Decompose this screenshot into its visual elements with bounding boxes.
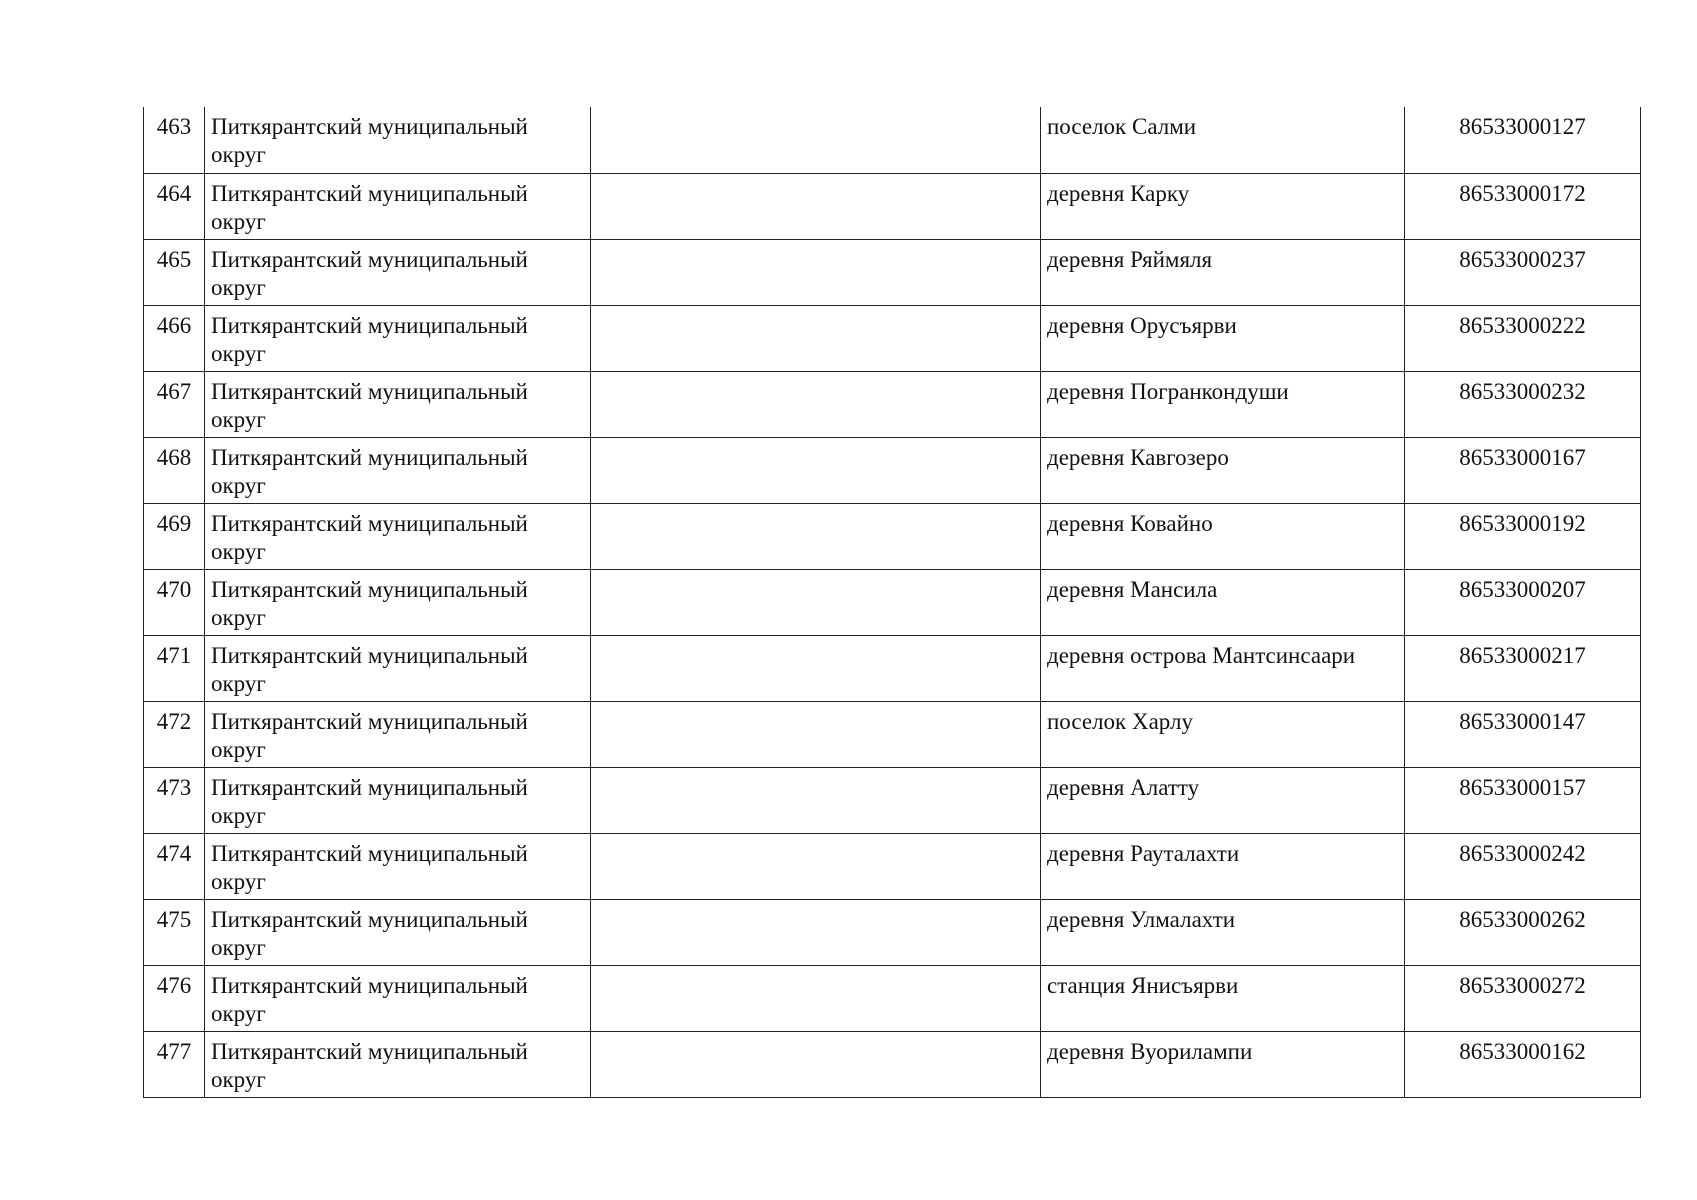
table-row [144,635,1641,701]
table-row [144,899,1641,965]
settlements-table [143,107,1641,1098]
settlement-name: поселок Харлу [1041,701,1405,767]
district-name: Питкярантский муниципальный округ [211,774,528,828]
row-number: 466 [144,305,205,371]
district-name: Питкярантский муниципальный округ [211,114,528,167]
table-row [144,305,1641,371]
district-cell [205,239,591,305]
district-name: Питкярантский муниципальный округ [211,378,528,432]
district-name: Питкярантский муниципальный округ [211,1038,528,1092]
district-name: Питкярантский муниципальный округ [211,642,528,696]
empty-cell [591,107,1041,173]
settlement-name: деревня острова Мантсинсаари [1041,635,1405,701]
table-row [144,503,1641,569]
row-number: 477 [144,1031,205,1097]
settlement-name: деревня Рауталахти [1041,833,1405,899]
settlement-name: деревня Вуорилампи [1041,1031,1405,1097]
row-number: 472 [144,701,205,767]
district-cell [205,899,591,965]
empty-cell [591,833,1041,899]
table-row [144,965,1641,1031]
oktmo-code: 86533000172 [1405,173,1641,239]
empty-cell [591,701,1041,767]
oktmo-code: 86533000222 [1405,305,1641,371]
row-number: 463 [144,107,205,173]
oktmo-code: 86533000127 [1405,107,1641,173]
district-cell [205,965,591,1031]
district-name: Питкярантский муниципальный округ [211,444,528,498]
settlements-table-body [144,107,1641,1097]
district-name: Питкярантский муниципальный округ [211,246,528,300]
district-cell [205,503,591,569]
settlement-name: деревня Кавгозеро [1041,437,1405,503]
oktmo-code: 86533000162 [1405,1031,1641,1097]
table-row [144,107,1641,173]
district-name: Питкярантский муниципальный округ [211,906,528,960]
district-name: Питкярантский муниципальный округ [211,510,528,564]
empty-cell [591,1031,1041,1097]
oktmo-code: 86533000272 [1405,965,1641,1031]
district-cell [205,305,591,371]
district-cell [205,437,591,503]
oktmo-code: 86533000232 [1405,371,1641,437]
empty-cell [591,899,1041,965]
district-cell [205,767,591,833]
row-number: 476 [144,965,205,1031]
district-cell [205,1031,591,1097]
district-cell [205,371,591,437]
settlement-name: деревня Ряймяля [1041,239,1405,305]
table-row [144,173,1641,239]
row-number: 470 [144,569,205,635]
oktmo-code: 86533000157 [1405,767,1641,833]
settlement-name: деревня Мансила [1041,569,1405,635]
row-number: 469 [144,503,205,569]
district-name: Питкярантский муниципальный округ [211,576,528,630]
settlement-name: деревня Алатту [1041,767,1405,833]
district-cell [205,107,591,173]
row-number: 471 [144,635,205,701]
table-row [144,371,1641,437]
row-number: 468 [144,437,205,503]
settlement-name: деревня Погранкондуши [1041,371,1405,437]
oktmo-code: 86533000207 [1405,569,1641,635]
oktmo-code: 86533000167 [1405,437,1641,503]
district-cell [205,569,591,635]
oktmo-code: 86533000262 [1405,899,1641,965]
table-row [144,437,1641,503]
district-cell [205,635,591,701]
row-number: 475 [144,899,205,965]
empty-cell [591,767,1041,833]
district-name: Питкярантский муниципальный округ [211,312,528,366]
empty-cell [591,965,1041,1031]
settlement-name: поселок Салми [1041,107,1405,173]
empty-cell [591,371,1041,437]
settlement-name: деревня Ковайно [1041,503,1405,569]
oktmo-code: 86533000217 [1405,635,1641,701]
settlement-name: деревня Улмалахти [1041,899,1405,965]
empty-cell [591,305,1041,371]
district-name: Питкярантский муниципальный округ [211,972,528,1026]
oktmo-code: 86533000242 [1405,833,1641,899]
settlement-name: деревня Орусъярви [1041,305,1405,371]
row-number: 467 [144,371,205,437]
oktmo-code: 86533000192 [1405,503,1641,569]
district-name: Питкярантский муниципальный округ [211,180,528,234]
settlement-name: станция Янисъярви [1041,965,1405,1031]
district-name: Питкярантский муниципальный округ [211,708,528,762]
empty-cell [591,437,1041,503]
oktmo-code: 86533000147 [1405,701,1641,767]
row-number: 474 [144,833,205,899]
table-row [144,569,1641,635]
row-number: 473 [144,767,205,833]
empty-cell [591,569,1041,635]
empty-cell [591,635,1041,701]
table-row [144,767,1641,833]
settlement-name: деревня Карку [1041,173,1405,239]
empty-cell [591,239,1041,305]
table-row [144,701,1641,767]
table-row [144,239,1641,305]
table-row [144,1031,1641,1097]
district-name: Питкярантский муниципальный округ [211,840,528,894]
district-cell [205,833,591,899]
empty-cell [591,173,1041,239]
oktmo-code: 86533000237 [1405,239,1641,305]
district-cell [205,701,591,767]
district-cell [205,173,591,239]
row-number: 465 [144,239,205,305]
row-number: 464 [144,173,205,239]
table-row [144,833,1641,899]
empty-cell [591,503,1041,569]
